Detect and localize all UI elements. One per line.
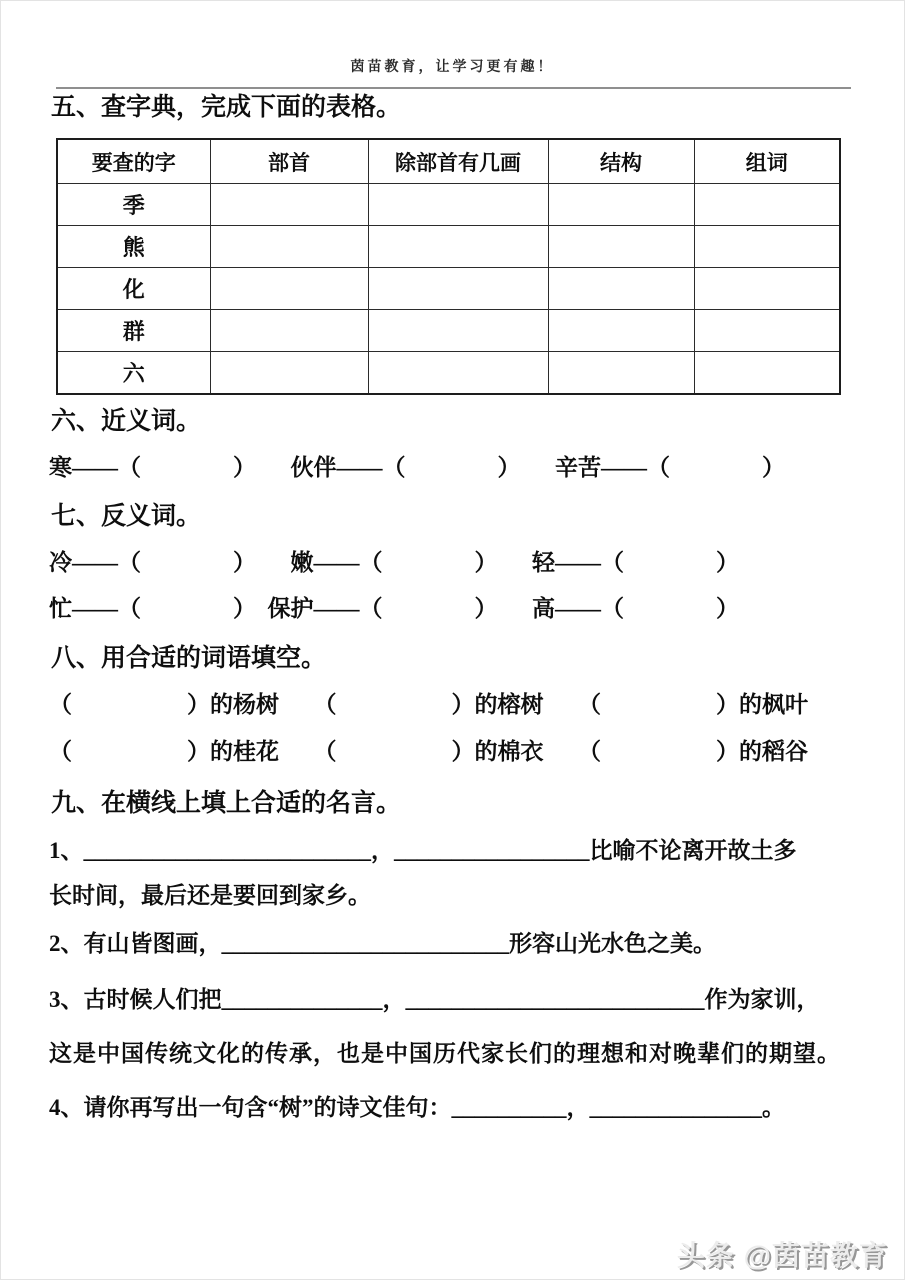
section-9-title: 九、在横线上填上合适的名言。 bbox=[51, 790, 402, 817]
empty-cell bbox=[210, 184, 368, 226]
header-divider-line bbox=[56, 87, 851, 89]
empty-cell bbox=[368, 268, 548, 310]
antonym-fill-line-2: 忙——（ ） 保护——（ ） 高——（ ） bbox=[49, 596, 739, 621]
watermark-footer: 头条 @茵苗教育 bbox=[676, 1240, 888, 1271]
table-header-row bbox=[57, 139, 840, 184]
empty-cell bbox=[548, 184, 694, 226]
synonym-fill-line: 寒——（ ） 伙伴——（ ） 辛苦——（ ） bbox=[49, 455, 785, 480]
col-header-word: 组词 bbox=[694, 139, 840, 184]
table-row bbox=[57, 310, 840, 352]
phrase-fill-line-2: （ ）的桂花 （ ）的棉衣 （ ）的稻谷 bbox=[49, 739, 808, 764]
empty-cell bbox=[694, 184, 840, 226]
empty-cell bbox=[368, 352, 548, 395]
char-cell: 熊 bbox=[57, 226, 210, 268]
char-cell: 季 bbox=[57, 184, 210, 226]
empty-cell bbox=[368, 184, 548, 226]
table-row bbox=[57, 226, 840, 268]
empty-cell bbox=[548, 352, 694, 395]
phrase-fill-line-1: （ ）的杨树 （ ）的榕树 （ ）的枫叶 bbox=[49, 692, 808, 717]
col-header-strokes: 除部首有几画 bbox=[368, 139, 548, 184]
saying-item-2: 2、有山皆图画，_________________________形容山光水色之美。 bbox=[49, 931, 716, 956]
table-row bbox=[57, 184, 840, 226]
empty-cell bbox=[210, 352, 368, 395]
section-8-title: 八、用合适的词语填空。 bbox=[51, 645, 327, 672]
empty-cell bbox=[548, 226, 694, 268]
col-header-radical: 部首 bbox=[210, 139, 368, 184]
char-cell: 六 bbox=[57, 352, 210, 395]
saying-item-3: 3、古时候人们把______________，__________________________作为家训， bbox=[49, 987, 820, 1012]
col-header-structure: 结构 bbox=[548, 139, 694, 184]
empty-cell bbox=[548, 310, 694, 352]
col-header-character: 要查的字 bbox=[57, 139, 210, 184]
saying-item-1: 1、_________________________，_________________比喻不论离开故土多 bbox=[49, 838, 797, 863]
antonym-fill-line-1: 冷——（ ） 嫩——（ ） 轻——（ ） bbox=[49, 550, 739, 575]
section-7-title: 七、反义词。 bbox=[51, 503, 202, 530]
brand-header-text: 茵苗教育，让学习更有趣！ bbox=[350, 60, 555, 75]
char-cell: 化 bbox=[57, 268, 210, 310]
empty-cell bbox=[210, 268, 368, 310]
empty-cell bbox=[548, 268, 694, 310]
saying-item-1-continuation: 长时间，最后还是要回到家乡。 bbox=[49, 883, 371, 908]
saying-item-3-continuation: 这是中国传统文化的传承，也是中国历代家长们的理想和对晚辈们的期望。 bbox=[49, 1041, 841, 1066]
section-5-title: 五、查字典，完成下面的表格。 bbox=[51, 94, 402, 121]
empty-cell bbox=[694, 352, 840, 395]
section-6-title: 六、近义词。 bbox=[51, 408, 202, 435]
table-row bbox=[57, 352, 840, 395]
empty-cell bbox=[694, 226, 840, 268]
empty-cell bbox=[210, 310, 368, 352]
empty-cell bbox=[368, 226, 548, 268]
empty-cell bbox=[210, 226, 368, 268]
empty-cell bbox=[368, 310, 548, 352]
saying-item-4: 4、请你再写出一句含“树”的诗文佳句：__________，_______________。 bbox=[49, 1095, 785, 1120]
empty-cell bbox=[694, 268, 840, 310]
table-row bbox=[57, 268, 840, 310]
char-cell: 群 bbox=[57, 310, 210, 352]
empty-cell bbox=[694, 310, 840, 352]
dictionary-lookup-table bbox=[56, 138, 841, 395]
